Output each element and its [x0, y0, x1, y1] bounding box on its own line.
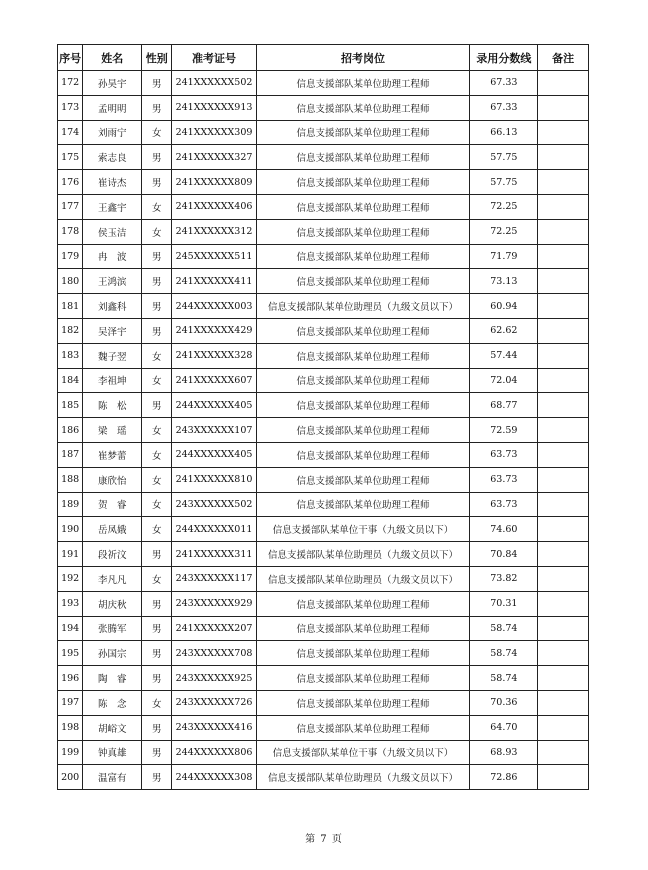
- table-row: [58, 418, 589, 443]
- cell-score: 70.31: [470, 591, 538, 616]
- cell-score: 63.73: [470, 442, 538, 467]
- table-row: [58, 467, 589, 492]
- cell-exam-id: 243XXXXXX117: [172, 566, 256, 591]
- cell-no: 178: [58, 219, 83, 244]
- cell-note: [538, 368, 589, 393]
- cell-no: 190: [58, 517, 83, 542]
- cell-sex: 男: [142, 71, 172, 96]
- cell-no: 181: [58, 294, 83, 319]
- cell-exam-id: 243XXXXXX929: [172, 591, 256, 616]
- cell-name: 张腾军: [83, 616, 142, 641]
- table-row: [58, 170, 589, 195]
- cell-sex: 男: [142, 740, 172, 765]
- cell-exam-id: 244XXXXXX011: [172, 517, 256, 542]
- cell-sex: 男: [142, 95, 172, 120]
- cell-sex: 女: [142, 566, 172, 591]
- cell-exam-id: 244XXXXXX405: [172, 442, 256, 467]
- cell-name: 梁 瑶: [83, 418, 142, 443]
- cell-post: 信息支援部队某单位助理工程师: [256, 120, 470, 145]
- cell-no: 183: [58, 343, 83, 368]
- cell-post: 信息支援部队某单位助理工程师: [256, 318, 470, 343]
- cell-no: 173: [58, 95, 83, 120]
- table-row: [58, 641, 589, 666]
- cell-exam-id: 241XXXXXX429: [172, 318, 256, 343]
- cell-note: [538, 666, 589, 691]
- cell-no: 180: [58, 269, 83, 294]
- cell-score: 64.70: [470, 715, 538, 740]
- header-score: 录用分数线: [470, 45, 538, 71]
- table-row: [58, 442, 589, 467]
- header-post: 招考岗位: [256, 45, 470, 71]
- cell-name: 魏子翌: [83, 343, 142, 368]
- cell-score: 58.74: [470, 666, 538, 691]
- cell-sex: 男: [142, 542, 172, 567]
- table-row: [58, 566, 589, 591]
- cell-exam-id: 243XXXXXX416: [172, 715, 256, 740]
- cell-no: 184: [58, 368, 83, 393]
- cell-score: 72.04: [470, 368, 538, 393]
- cell-exam-id: 244XXXXXX308: [172, 765, 256, 790]
- table-row: [58, 343, 589, 368]
- cell-note: [538, 542, 589, 567]
- cell-note: [538, 219, 589, 244]
- cell-no: 194: [58, 616, 83, 641]
- cell-exam-id: 241XXXXXX406: [172, 194, 256, 219]
- cell-note: [538, 442, 589, 467]
- table-row: [58, 393, 589, 418]
- cell-no: 196: [58, 666, 83, 691]
- cell-post: 信息支援部队某单位助理工程师: [256, 715, 470, 740]
- cell-no: 191: [58, 542, 83, 567]
- cell-note: [538, 740, 589, 765]
- cell-no: 175: [58, 145, 83, 170]
- cell-note: [538, 170, 589, 195]
- cell-exam-id: 243XXXXXX107: [172, 418, 256, 443]
- cell-post: 信息支援部队某单位助理工程师: [256, 492, 470, 517]
- cell-score: 73.13: [470, 269, 538, 294]
- cell-post: 信息支援部队某单位助理工程师: [256, 616, 470, 641]
- cell-no: 192: [58, 566, 83, 591]
- cell-score: 67.33: [470, 95, 538, 120]
- cell-name: 钟真雄: [83, 740, 142, 765]
- cell-exam-id: 243XXXXXX925: [172, 666, 256, 691]
- cell-sex: 女: [142, 418, 172, 443]
- cell-no: 200: [58, 765, 83, 790]
- cell-note: [538, 591, 589, 616]
- table-row: [58, 71, 589, 96]
- table-row: [58, 666, 589, 691]
- cell-no: 176: [58, 170, 83, 195]
- header-exam-id: 准考证号: [172, 45, 256, 71]
- cell-note: [538, 517, 589, 542]
- table-row: [58, 120, 589, 145]
- cell-score: 57.75: [470, 145, 538, 170]
- cell-name: 吴泽宇: [83, 318, 142, 343]
- cell-note: [538, 418, 589, 443]
- cell-post: 信息支援部队某单位助理工程师: [256, 95, 470, 120]
- table-row: [58, 368, 589, 393]
- table-row: [58, 145, 589, 170]
- header-name: 姓名: [83, 45, 142, 71]
- header-note: 备注: [538, 45, 589, 71]
- cell-note: [538, 269, 589, 294]
- page-number: 第 7 页: [305, 834, 343, 845]
- cell-name: 刘鑫科: [83, 294, 142, 319]
- cell-post: 信息支援部队某单位助理员（九级文员以下）: [256, 566, 470, 591]
- cell-post: 信息支援部队某单位助理工程师: [256, 343, 470, 368]
- cell-no: 186: [58, 418, 83, 443]
- cell-score: 74.60: [470, 517, 538, 542]
- cell-sex: 女: [142, 194, 172, 219]
- cell-name: 王鸿滨: [83, 269, 142, 294]
- cell-post: 信息支援部队某单位助理工程师: [256, 641, 470, 666]
- cell-score: 66.13: [470, 120, 538, 145]
- cell-post: 信息支援部队某单位助理工程师: [256, 194, 470, 219]
- cell-score: 70.84: [470, 542, 538, 567]
- cell-exam-id: 241XXXXXX411: [172, 269, 256, 294]
- cell-score: 58.74: [470, 641, 538, 666]
- cell-note: [538, 641, 589, 666]
- cell-name: 王鑫宇: [83, 194, 142, 219]
- table-row: [58, 715, 589, 740]
- cell-sex: 男: [142, 616, 172, 641]
- cell-sex: 男: [142, 170, 172, 195]
- cell-score: 68.93: [470, 740, 538, 765]
- cell-name: 李祖坤: [83, 368, 142, 393]
- cell-sex: 男: [142, 591, 172, 616]
- table-row: [58, 194, 589, 219]
- cell-score: 71.79: [470, 244, 538, 269]
- cell-score: 72.25: [470, 194, 538, 219]
- cell-no: 174: [58, 120, 83, 145]
- cell-sex: 男: [142, 244, 172, 269]
- cell-note: [538, 194, 589, 219]
- cell-score: 63.73: [470, 492, 538, 517]
- cell-no: 187: [58, 442, 83, 467]
- cell-exam-id: 243XXXXXX708: [172, 641, 256, 666]
- header-sex: 性别: [142, 45, 172, 71]
- cell-note: [538, 765, 589, 790]
- table-row: [58, 219, 589, 244]
- cell-name: 胡峪文: [83, 715, 142, 740]
- cell-post: 信息支援部队某单位助理工程师: [256, 591, 470, 616]
- cell-name: 刘雨宁: [83, 120, 142, 145]
- cell-sex: 男: [142, 294, 172, 319]
- cell-note: [538, 95, 589, 120]
- cell-name: 陈 松: [83, 393, 142, 418]
- cell-note: [538, 566, 589, 591]
- cell-post: 信息支援部队某单位助理工程师: [256, 368, 470, 393]
- cell-exam-id: 241XXXXXX312: [172, 219, 256, 244]
- cell-sex: 男: [142, 765, 172, 790]
- cell-score: 68.77: [470, 393, 538, 418]
- cell-sex: 女: [142, 368, 172, 393]
- cell-name: 陶 睿: [83, 666, 142, 691]
- cell-note: [538, 616, 589, 641]
- cell-no: 189: [58, 492, 83, 517]
- cell-exam-id: 241XXXXXX607: [172, 368, 256, 393]
- cell-no: 177: [58, 194, 83, 219]
- cell-post: 信息支援部队某单位干事（九级文员以下）: [256, 517, 470, 542]
- table-row: [58, 95, 589, 120]
- cell-sex: 女: [142, 690, 172, 715]
- table-row: [58, 690, 589, 715]
- cell-note: [538, 145, 589, 170]
- cell-exam-id: 241XXXXXX311: [172, 542, 256, 567]
- cell-sex: 男: [142, 641, 172, 666]
- cell-name: 孙国宗: [83, 641, 142, 666]
- cell-name: 侯玉洁: [83, 219, 142, 244]
- table-row: [58, 294, 589, 319]
- cell-score: 57.44: [470, 343, 538, 368]
- cell-exam-id: 243XXXXXX502: [172, 492, 256, 517]
- cell-post: 信息支援部队某单位助理工程师: [256, 170, 470, 195]
- cell-note: [538, 120, 589, 145]
- cell-sex: 男: [142, 666, 172, 691]
- table-row: [58, 616, 589, 641]
- cell-name: 贺 睿: [83, 492, 142, 517]
- cell-no: 195: [58, 641, 83, 666]
- cell-note: [538, 71, 589, 96]
- cell-post: 信息支援部队某单位助理工程师: [256, 467, 470, 492]
- cell-note: [538, 715, 589, 740]
- cell-sex: 男: [142, 269, 172, 294]
- table-row: [58, 318, 589, 343]
- cell-name: 段祈汶: [83, 542, 142, 567]
- table-row: [58, 765, 589, 790]
- cell-score: 70.36: [470, 690, 538, 715]
- cell-name: 康欣怡: [83, 467, 142, 492]
- cell-name: 崔梦蕾: [83, 442, 142, 467]
- cell-exam-id: 241XXXXXX328: [172, 343, 256, 368]
- cell-name: 温富有: [83, 765, 142, 790]
- cell-exam-id: 241XXXXXX502: [172, 71, 256, 96]
- cell-name: 岳凤娥: [83, 517, 142, 542]
- cell-no: 179: [58, 244, 83, 269]
- cell-exam-id: 244XXXXXX806: [172, 740, 256, 765]
- cell-no: 182: [58, 318, 83, 343]
- cell-name: 孙昊宇: [83, 71, 142, 96]
- cell-score: 72.86: [470, 765, 538, 790]
- cell-post: 信息支援部队某单位助理员（九级文员以下）: [256, 765, 470, 790]
- cell-sex: 女: [142, 467, 172, 492]
- cell-score: 58.74: [470, 616, 538, 641]
- cell-note: [538, 244, 589, 269]
- cell-exam-id: 241XXXXXX309: [172, 120, 256, 145]
- cell-name: 陈 念: [83, 690, 142, 715]
- cell-sex: 女: [142, 517, 172, 542]
- cell-exam-id: 241XXXXXX810: [172, 467, 256, 492]
- table-row: [58, 492, 589, 517]
- cell-no: 193: [58, 591, 83, 616]
- cell-no: 188: [58, 467, 83, 492]
- table-row: [58, 740, 589, 765]
- cell-exam-id: 241XXXXXX207: [172, 616, 256, 641]
- cell-sex: 男: [142, 715, 172, 740]
- header-no: 序号: [58, 45, 83, 71]
- cell-post: 信息支援部队某单位助理工程师: [256, 666, 470, 691]
- cell-sex: 女: [142, 492, 172, 517]
- cell-name: 索志良: [83, 145, 142, 170]
- cell-sex: 女: [142, 120, 172, 145]
- cell-sex: 女: [142, 343, 172, 368]
- cell-name: 崔诗杰: [83, 170, 142, 195]
- cell-exam-id: 241XXXXXX327: [172, 145, 256, 170]
- table-row: [58, 269, 589, 294]
- cell-name: 李凡凡: [83, 566, 142, 591]
- table-row: [58, 591, 589, 616]
- cell-no: 199: [58, 740, 83, 765]
- cell-post: 信息支援部队某单位干事（九级文员以下）: [256, 740, 470, 765]
- cell-post: 信息支援部队某单位助理工程师: [256, 690, 470, 715]
- cell-score: 72.25: [470, 219, 538, 244]
- cell-post: 信息支援部队某单位助理员（九级文员以下）: [256, 542, 470, 567]
- cell-score: 67.33: [470, 71, 538, 96]
- cell-exam-id: 244XXXXXX003: [172, 294, 256, 319]
- cell-post: 信息支援部队某单位助理工程师: [256, 244, 470, 269]
- cell-note: [538, 318, 589, 343]
- cell-exam-id: 245XXXXXX511: [172, 244, 256, 269]
- cell-sex: 女: [142, 442, 172, 467]
- cell-post: 信息支援部队某单位助理员（九级文员以下）: [256, 294, 470, 319]
- cell-score: 73.82: [470, 566, 538, 591]
- cell-sex: 男: [142, 318, 172, 343]
- cell-sex: 女: [142, 219, 172, 244]
- cell-name: 冉 波: [83, 244, 142, 269]
- cell-no: 197: [58, 690, 83, 715]
- cell-exam-id: 244XXXXXX405: [172, 393, 256, 418]
- cell-name: 孟明明: [83, 95, 142, 120]
- cell-score: 63.73: [470, 467, 538, 492]
- cell-score: 72.59: [470, 418, 538, 443]
- cell-note: [538, 467, 589, 492]
- cell-post: 信息支援部队某单位助理工程师: [256, 145, 470, 170]
- cell-name: 胡庆秋: [83, 591, 142, 616]
- cell-post: 信息支援部队某单位助理工程师: [256, 442, 470, 467]
- cell-score: 60.94: [470, 294, 538, 319]
- cell-post: 信息支援部队某单位助理工程师: [256, 219, 470, 244]
- cell-post: 信息支援部队某单位助理工程师: [256, 71, 470, 96]
- cell-post: 信息支援部队某单位助理工程师: [256, 269, 470, 294]
- table-row: [58, 517, 589, 542]
- cell-exam-id: 241XXXXXX913: [172, 95, 256, 120]
- cell-no: 185: [58, 393, 83, 418]
- cell-post: 信息支援部队某单位助理工程师: [256, 393, 470, 418]
- table-row: [58, 244, 589, 269]
- cell-score: 57.75: [470, 170, 538, 195]
- cell-sex: 男: [142, 145, 172, 170]
- table-row: [58, 542, 589, 567]
- cell-note: [538, 294, 589, 319]
- cell-exam-id: 243XXXXXX726: [172, 690, 256, 715]
- cell-note: [538, 393, 589, 418]
- cell-exam-id: 241XXXXXX809: [172, 170, 256, 195]
- cell-no: 172: [58, 71, 83, 96]
- cell-no: 198: [58, 715, 83, 740]
- admission-score-table: [57, 44, 589, 790]
- cell-note: [538, 690, 589, 715]
- cell-score: 62.62: [470, 318, 538, 343]
- cell-note: [538, 343, 589, 368]
- cell-sex: 男: [142, 393, 172, 418]
- cell-post: 信息支援部队某单位助理工程师: [256, 418, 470, 443]
- cell-note: [538, 492, 589, 517]
- table-header-row: [58, 45, 589, 71]
